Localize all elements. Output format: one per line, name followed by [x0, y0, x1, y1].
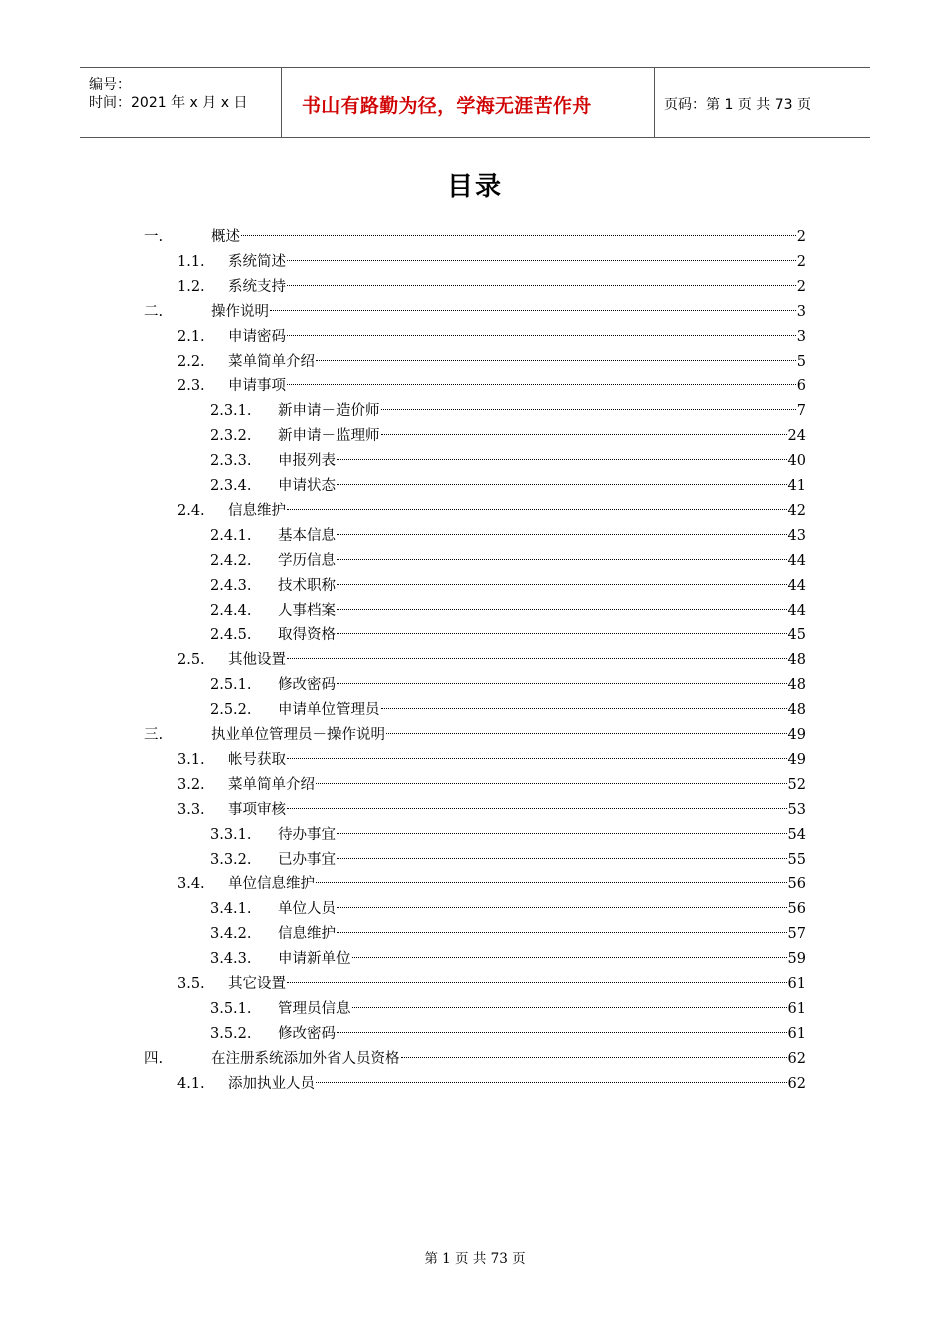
dot-leader — [386, 733, 787, 734]
toc-entry-title: 取得资格 — [278, 627, 336, 644]
toc-entry-page: 61 — [787, 976, 806, 992]
toc-entry[interactable] — [210, 674, 806, 696]
toc-entry-page: 3 — [796, 303, 806, 320]
toc-entry-page: 48 — [787, 702, 806, 719]
page-footer: 第 1 页 共 73 页 — [424, 1251, 526, 1267]
toc-entry-title: 帐号获取 — [228, 751, 286, 768]
dot-leader — [337, 683, 787, 684]
toc-entry-number: 2.3.1. — [210, 403, 252, 420]
time-label: 时间：2021 年 x 月 x 日 — [89, 95, 248, 111]
toc-entry-title: 修改密码 — [278, 1025, 336, 1042]
toc-entry[interactable] — [210, 923, 806, 945]
toc-entry-page: 40 — [787, 453, 806, 470]
dot-leader — [287, 509, 787, 510]
toc-entry-title: 申报列表 — [278, 453, 336, 470]
toc-entry-title: 申请密码 — [228, 328, 286, 345]
toc-entry[interactable] — [144, 1048, 806, 1070]
toc-entry-page: 2 — [796, 253, 806, 270]
dot-leader — [337, 459, 787, 460]
toc-entry-number: 3.3. — [177, 801, 205, 818]
toc-entry-number: 2.5.1. — [210, 677, 252, 694]
toc-entry-page: 54 — [787, 826, 806, 843]
dot-leader — [287, 384, 796, 385]
dot-leader — [287, 335, 796, 336]
toc-entry[interactable] — [210, 475, 806, 497]
toc-entry[interactable] — [144, 724, 806, 746]
toc-entry-page: 7 — [796, 403, 806, 420]
toc-entry-title: 管理员信息 — [278, 1000, 351, 1017]
toc-entry[interactable] — [210, 624, 806, 646]
toc-entry[interactable] — [177, 276, 806, 298]
toc-entry-page: 24 — [787, 428, 806, 445]
toc-entry[interactable] — [144, 226, 806, 248]
toc-entry[interactable] — [177, 774, 806, 796]
toc-entry-page: 61 — [787, 1000, 806, 1017]
motto-text: 书山有路勤为径，学海无涯苦作舟 — [302, 95, 592, 117]
toc-entry-page: 44 — [787, 577, 806, 594]
toc-entry[interactable] — [144, 301, 806, 323]
toc-entry-title: 其它设置 — [228, 976, 286, 992]
toc-entry-number: 二. — [144, 303, 164, 320]
toc-entry[interactable] — [177, 649, 806, 671]
dot-leader — [337, 584, 787, 585]
serial-label: 编号： — [89, 77, 131, 93]
toc-entry-page: 6 — [796, 378, 806, 395]
dot-leader — [316, 1082, 787, 1083]
toc-entry[interactable] — [177, 351, 806, 373]
toc-entry-title: 申请单位管理员 — [278, 702, 380, 719]
dot-leader — [316, 360, 796, 361]
toc-entry-page: 55 — [787, 851, 806, 868]
toc-entry-page: 62 — [787, 1050, 806, 1067]
dot-leader — [287, 658, 787, 659]
document-header — [80, 67, 870, 138]
toc-entry-page: 49 — [787, 727, 806, 743]
toc-entry-number: 2.3.2. — [210, 428, 252, 445]
dot-leader — [337, 559, 787, 560]
toc-entry-page: 43 — [787, 527, 806, 544]
toc-entry-number: 2.4.5. — [210, 627, 252, 644]
toc-entry-page: 52 — [787, 776, 806, 793]
toc-entry-title: 单位人员 — [278, 901, 336, 918]
toc-entry-title: 人事档案 — [278, 602, 336, 619]
toc-entry-number: 3.4. — [177, 876, 205, 893]
toc-entry-number: 2.4.2. — [210, 552, 252, 569]
toc-entry-number: 2.1. — [177, 328, 205, 345]
dot-leader — [381, 434, 787, 435]
toc-entry-page: 3 — [796, 328, 806, 345]
toc-entry-number: 4.1. — [177, 1075, 205, 1092]
toc-entry-title: 申请事项 — [228, 378, 286, 395]
toc-entry[interactable] — [177, 375, 806, 397]
dot-leader — [287, 982, 787, 983]
toc-entry[interactable] — [177, 1073, 806, 1095]
toc-entry[interactable] — [177, 500, 806, 522]
toc-entry[interactable] — [210, 948, 806, 970]
toc-entry-title: 学历信息 — [278, 552, 336, 569]
dot-leader — [352, 1007, 787, 1008]
dot-leader — [337, 609, 787, 610]
toc-entry-title: 系统简述 — [228, 253, 286, 270]
toc-entry-number: 3.3.2. — [210, 851, 252, 868]
toc-entry-title: 事项审核 — [228, 801, 286, 818]
toc-entry-number: 3.5.1. — [210, 1000, 252, 1017]
dot-leader — [337, 932, 787, 933]
toc-entry-page: 59 — [787, 951, 806, 968]
toc-entry-title: 添加执业人员 — [228, 1075, 315, 1092]
dot-leader — [337, 484, 787, 485]
toc-entry[interactable] — [177, 749, 806, 771]
toc-entry-title: 菜单简单介绍 — [228, 776, 315, 793]
dot-leader — [287, 758, 787, 759]
toc-entry-page: 61 — [787, 1025, 806, 1042]
toc-entry-page: 48 — [787, 677, 806, 694]
toc-entry[interactable] — [210, 450, 806, 472]
toc-entry-page: 62 — [787, 1075, 806, 1092]
dot-leader — [337, 907, 787, 908]
dot-leader — [337, 833, 787, 834]
toc-entry-number: 3.4.2. — [210, 926, 252, 943]
dot-leader — [352, 957, 787, 958]
toc-entry-number: 四. — [144, 1050, 164, 1067]
dot-leader — [287, 260, 796, 261]
toc-entry-title: 信息维护 — [278, 926, 336, 943]
toc-entry-title: 新申请－造价师 — [278, 403, 380, 420]
toc-entry-number: 2.5. — [177, 652, 205, 669]
toc-entry[interactable] — [177, 873, 806, 895]
toc-entry-page: 56 — [787, 876, 806, 893]
toc-entry-title: 新申请－监理师 — [278, 428, 380, 445]
toc-entry-title: 已办事宜 — [278, 851, 336, 868]
toc-entry-number: 一. — [144, 229, 164, 245]
toc-entry[interactable] — [177, 973, 806, 995]
toc-entry[interactable] — [210, 699, 806, 721]
toc-entry-page: 41 — [787, 478, 806, 494]
toc-entry-page: 2 — [796, 229, 806, 245]
toc-entry-title: 在注册系统添加外省人员资格 — [211, 1050, 400, 1067]
toc-entry-title: 修改密码 — [278, 677, 336, 694]
toc-entry-number: 2.3.3. — [210, 453, 252, 470]
toc-entry-number: 3.4.3. — [210, 951, 252, 968]
toc-entry-page: 49 — [787, 751, 806, 768]
toc-entry-title: 执业单位管理员－操作说明 — [211, 727, 385, 743]
toc-entry-number: 3.2. — [177, 776, 205, 793]
toc-entry-title: 其他设置 — [228, 652, 286, 669]
header-meta-cell — [80, 68, 282, 137]
toc-entry[interactable] — [210, 525, 806, 547]
toc-entry[interactable] — [210, 425, 806, 447]
toc-entry-title: 单位信息维护 — [228, 876, 315, 893]
header-page-cell — [655, 68, 870, 137]
dot-leader — [381, 708, 787, 709]
toc-entry-number: 2.3.4. — [210, 478, 252, 494]
page-info: 页码：第 1 页 共 73 页 — [664, 97, 811, 113]
toc-entry-number: 2.2. — [177, 353, 205, 370]
toc-entry-number: 3.5. — [177, 976, 205, 992]
toc-title: 目录 — [446, 172, 503, 202]
toc-entry-number: 三. — [144, 727, 164, 743]
toc-entry-number: 3.5.2. — [210, 1025, 252, 1042]
toc-entry-title: 信息维护 — [228, 502, 286, 519]
toc-entry-number: 2.4.1. — [210, 527, 252, 544]
toc-entry-title: 申请状态 — [278, 478, 336, 494]
toc-entry-page: 57 — [787, 926, 806, 943]
toc-entry[interactable] — [177, 251, 806, 273]
toc-entry-page: 53 — [787, 801, 806, 818]
dot-leader — [337, 1032, 787, 1033]
dot-leader — [270, 310, 796, 311]
toc-entry-page: 42 — [787, 502, 806, 519]
header-motto-cell — [282, 68, 655, 137]
toc-entry-title: 操作说明 — [211, 303, 269, 320]
toc-entry-number: 2.4. — [177, 502, 205, 519]
toc-entry-page: 5 — [796, 353, 806, 370]
toc-entry-title: 基本信息 — [278, 527, 336, 544]
dot-leader — [337, 534, 787, 535]
dot-leader — [401, 1057, 787, 1058]
dot-leader — [316, 882, 787, 883]
toc-entry[interactable] — [177, 326, 806, 348]
toc-entry[interactable] — [210, 400, 806, 422]
toc-entry-title: 菜单简单介绍 — [228, 353, 315, 370]
toc-entry-title: 系统支持 — [228, 278, 286, 295]
toc-entry-page: 44 — [787, 602, 806, 619]
dot-leader — [316, 783, 787, 784]
toc-entry-number: 2.5.2. — [210, 702, 252, 719]
toc-entry[interactable] — [210, 824, 806, 846]
dot-leader — [241, 235, 796, 236]
toc-entry[interactable] — [210, 550, 806, 572]
toc-entry-page: 45 — [787, 627, 806, 644]
toc-entry[interactable] — [210, 898, 806, 920]
toc-entry-number: 3.1. — [177, 751, 205, 768]
toc-entry-title: 概述 — [211, 229, 240, 245]
toc-entry-number: 3.4.1. — [210, 901, 252, 918]
toc-entry-title: 待办事宜 — [278, 826, 336, 843]
toc-entry[interactable] — [177, 799, 806, 821]
toc-entry-number: 1.1. — [177, 253, 205, 270]
toc-entry-number: 2.4.3. — [210, 577, 252, 594]
toc-entry-number: 2.3. — [177, 378, 205, 395]
toc-entry[interactable] — [210, 575, 806, 597]
toc-entry[interactable] — [210, 998, 806, 1020]
toc-entry-page: 56 — [787, 901, 806, 918]
toc-entry-number: 3.3.1. — [210, 826, 252, 843]
toc-entry-title: 申请新单位 — [278, 951, 351, 968]
toc-entry[interactable] — [210, 1023, 806, 1045]
toc-entry-number: 1.2. — [177, 278, 205, 295]
dot-leader — [337, 858, 787, 859]
dot-leader — [287, 808, 787, 809]
dot-leader — [381, 409, 796, 410]
toc-entry-page: 44 — [787, 552, 806, 569]
dot-leader — [337, 633, 787, 634]
toc-entry-title: 技术职称 — [278, 577, 336, 594]
toc-entry-page: 48 — [787, 652, 806, 669]
toc-entry-number: 2.4.4. — [210, 602, 252, 619]
toc-entry[interactable] — [210, 600, 806, 622]
toc-entry-page: 2 — [796, 278, 806, 295]
toc-entry[interactable] — [210, 849, 806, 871]
dot-leader — [287, 285, 796, 286]
